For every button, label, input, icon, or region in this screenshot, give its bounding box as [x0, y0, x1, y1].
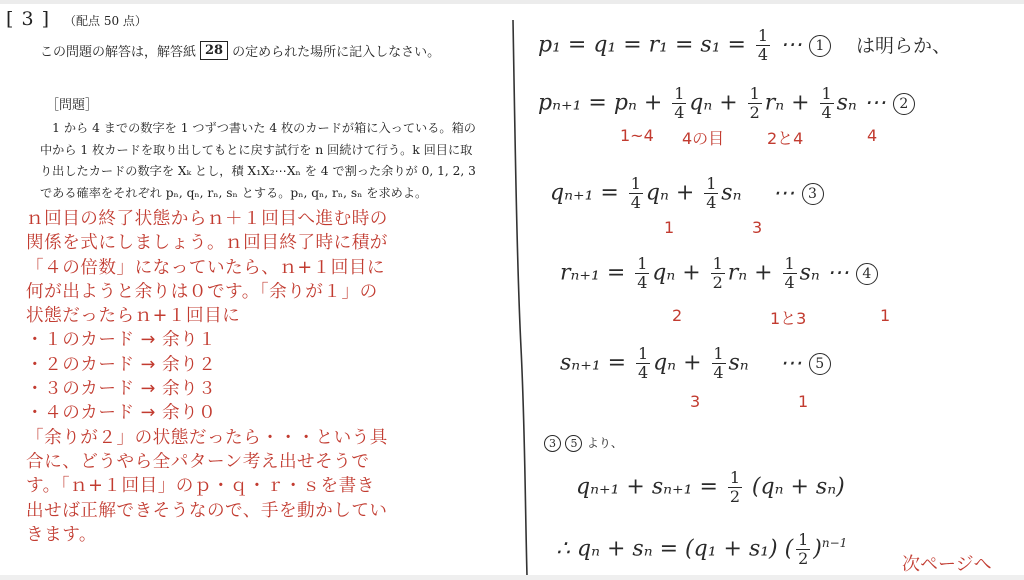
eq2-term: qₙ +: [689, 90, 738, 116]
circled-label-1: 1: [809, 35, 831, 57]
fraction: [636, 346, 650, 381]
problem-line: 1 から 4 までの数字を 1 つずつ書いた 4 枚のカードが箱に入っている。箱の: [40, 121, 476, 135]
equation-r-recurrence: [560, 256, 878, 291]
answer-instruction: [40, 41, 440, 60]
fraction: [711, 256, 725, 291]
eq5-term: sₙ: [728, 350, 749, 376]
frac-den: 4: [637, 273, 648, 292]
ellipsis: ⋯: [863, 90, 886, 116]
commentary-line: ・１のカード → 余り１: [26, 330, 217, 351]
eq1-lhs: p₁ = q₁ = r₁ = s₁ =: [538, 32, 746, 58]
problem-line: 中から 1 枚カードを取り出してもとに戻す試行を n 回続けて行う。k 回目に取: [40, 142, 473, 157]
eq1-note: は明らか、: [855, 34, 951, 57]
equation-s-recurrence: [560, 346, 831, 381]
eq2-term: pₙ +: [613, 90, 663, 116]
eq5-term: qₙ +: [653, 350, 702, 376]
frac-num: 1: [706, 174, 717, 193]
circled-label-3: 3: [802, 183, 824, 205]
frac-den: 4: [784, 273, 795, 292]
annotation: 1: [880, 306, 891, 325]
top-border: [0, 0, 1024, 4]
eq4-term: sₙ: [799, 260, 820, 286]
frac-den: 2: [749, 103, 760, 122]
eq4-term: rₙ +: [727, 260, 773, 286]
eq2-term: rₙ +: [764, 90, 810, 116]
frac-num: 1: [637, 254, 648, 273]
eq4-lhs: rₙ₊₁ =: [560, 260, 626, 286]
fraction: [672, 86, 686, 121]
commentary-line: 関係を式にしましょう。ｎ回目終了時に積が: [26, 233, 388, 254]
annotation: 4の目: [682, 129, 725, 148]
circled-label-4: 4: [856, 263, 878, 285]
answer-sheet-box: 28: [200, 41, 228, 60]
eq5-lhs: sₙ₊₁ =: [560, 350, 627, 376]
frac-num: 1: [729, 468, 741, 487]
eq7-lhs: ∴ qₙ + sₙ =: [556, 536, 679, 562]
equation-sum-recurrence: [576, 470, 845, 505]
annotation: 1: [798, 392, 809, 411]
eq3-lhs: qₙ₊₁ =: [550, 180, 619, 206]
commentary-line: 何が出ようと余りは０です。「余りが１」の: [26, 281, 378, 302]
frac-num: 1: [674, 84, 685, 103]
frac-num: 1: [630, 174, 641, 193]
section-label: ［問題］: [46, 98, 99, 113]
commentary-line: 「４の倍数」になっていたら、ｎ+１回目に: [26, 257, 386, 278]
ellipsis: ⋯: [779, 350, 802, 376]
frac-num: 1: [713, 344, 724, 363]
problem-line: である確率をそれぞれ pₙ, qₙ, rₙ, sₙ とする。pₙ, qₙ, rₙ, sₙ を求めよ。: [40, 185, 428, 200]
frac-den: 4: [706, 193, 717, 212]
commentary-line: ・４のカード → 余り０: [26, 403, 217, 424]
fraction: [796, 532, 810, 567]
ellipsis: ⋯: [772, 180, 795, 206]
problem-number: [ 3 ]: [6, 8, 50, 30]
problem-header: [6, 8, 147, 30]
frac-den: 4: [757, 45, 769, 64]
fraction: [629, 176, 643, 211]
commentary-line: 合に、どうやら全パターン考え出せそうで: [26, 451, 370, 472]
equation-q-recurrence: [550, 176, 824, 211]
equation-sum-general: ∴ qₙ + sₙ = (q₁ + s₁) ( $\frac{1}{2}$ )$^{n-1}$: [556, 530, 848, 568]
problem-points: （配点 50 点）: [64, 14, 147, 28]
next-page-link[interactable]: 次ページへ: [902, 554, 992, 575]
problem-statement: [40, 118, 502, 204]
bottom-border: [0, 575, 1024, 580]
eq4-term: qₙ +: [652, 260, 701, 286]
fraction: [704, 176, 718, 211]
commentary-line: す。「ｎ+１回目」のｐ・ｑ・ｒ・ｓを書き: [26, 476, 375, 497]
frac-den: 4: [713, 363, 724, 382]
frac-den: 4: [630, 193, 641, 212]
frac-num: 1: [637, 344, 649, 363]
annotation: 3: [752, 218, 763, 237]
commentary-line: ・３のカード → 余り３: [26, 379, 217, 400]
fraction: [712, 346, 726, 381]
frac-num: 1: [784, 254, 795, 273]
eq2-term: sₙ: [836, 90, 857, 116]
instruction-text-before: この問題の解答は，解答紙: [40, 45, 197, 60]
from-note-text: より、: [586, 436, 623, 450]
commentary-line: ｎ回目の終了状態からｎ＋１回目へ進む時の: [26, 209, 388, 229]
commentary-line: ・２のカード → 余り２: [26, 354, 217, 375]
ellipsis: ⋯: [779, 32, 802, 58]
eq6-rhs: (qₙ + sₙ): [751, 474, 845, 500]
fraction: [820, 86, 834, 121]
eq6-lhs: qₙ₊₁ + sₙ₊₁ =: [576, 474, 718, 500]
fraction: [756, 28, 770, 63]
eq3-term: qₙ +: [645, 180, 695, 206]
instruction-text-after: の定められた場所に記入しなさい。: [232, 45, 441, 60]
equation-initial: [538, 28, 951, 63]
annotation: 3: [690, 392, 701, 411]
ellipsis: ⋯: [826, 260, 849, 286]
eq2-lhs: pₙ₊₁ =: [538, 90, 607, 116]
annotation: 2: [672, 306, 683, 325]
frac-num: 1: [821, 84, 832, 103]
frac-num: 1: [712, 254, 723, 273]
fraction: [748, 86, 762, 121]
circled-ref-5: 5: [565, 435, 582, 452]
frac-num: 1: [749, 84, 760, 103]
fraction: [728, 470, 742, 505]
circled-ref-3: 3: [544, 435, 561, 452]
annotation: 1と3: [770, 309, 807, 328]
commentary-line: きます。: [26, 524, 97, 545]
problem-line: り出したカードの数字を Xₖ とし，積 X₁X₂⋯Xₙ を 4 で割った余りが 0, 1, 2, 3: [40, 164, 476, 178]
eq3-term: sₙ: [721, 180, 742, 206]
fraction: [783, 256, 797, 291]
frac-den: 2: [729, 487, 741, 506]
eq7-mid: (q₁ + s₁): [685, 536, 778, 562]
frac-den: 4: [674, 103, 685, 122]
annotation: 1~4: [620, 126, 654, 145]
frac-den: 2: [712, 273, 723, 292]
annotation: 4: [867, 126, 878, 145]
from-note: [544, 434, 623, 452]
frac-den: 4: [821, 103, 832, 122]
commentary-line: 出せば正解できそうなので、手を動かしてい: [26, 500, 388, 521]
circled-label-5: 5: [809, 353, 831, 375]
commentary-line: 状態だったらｎ+１回目に: [26, 306, 241, 327]
frac-den: 4: [637, 363, 649, 382]
annotation: 2と4: [767, 129, 804, 148]
frac-num: 1: [798, 530, 809, 549]
frac-den: 2: [798, 549, 809, 568]
annotation: 1: [664, 218, 675, 237]
commentary-line: 「余りが２」の状態だったら・・・という具: [26, 427, 388, 448]
exponent: n−1: [821, 536, 848, 551]
fraction: [635, 256, 649, 291]
commentary: [26, 207, 496, 547]
circled-label-2: 2: [893, 93, 915, 115]
equation-p-recurrence: [538, 86, 915, 121]
frac-num: 1: [757, 26, 769, 45]
